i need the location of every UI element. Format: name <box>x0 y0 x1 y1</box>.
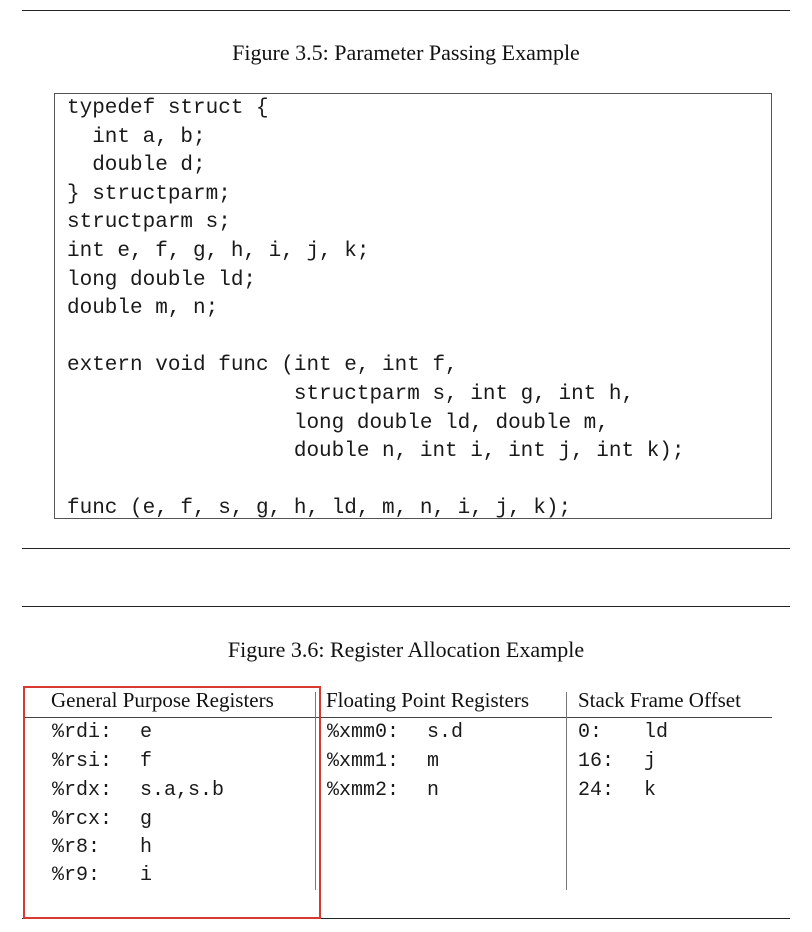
code-line: double m, n; <box>67 297 219 321</box>
gpr-val: g <box>140 808 153 831</box>
stack-val: ld <box>644 721 669 744</box>
gpr-reg: %rdx: <box>52 779 113 802</box>
stack-offset: 0: <box>578 721 603 744</box>
gpr-reg: %r8: <box>52 836 101 859</box>
code-line: int a, b; <box>67 125 206 149</box>
code-line: structparm s, int g, int h, <box>67 382 635 406</box>
code-block <box>67 95 685 524</box>
code-line: extern void func (int e, int f, <box>67 354 458 378</box>
column-divider-2 <box>566 692 567 890</box>
gpr-val: e <box>140 721 153 744</box>
gpr-reg: %r9: <box>52 864 101 887</box>
code-line <box>67 324 685 353</box>
code-line: double n, int i, int j, int k); <box>67 440 685 464</box>
code-line <box>67 467 685 496</box>
gpr-val: f <box>140 750 153 773</box>
figure-3-5-caption: Figure 3.5: Parameter Passing Example <box>232 40 580 65</box>
gpr-reg: %rdi: <box>52 721 113 744</box>
gpr-val: s.a,s.b <box>140 779 225 802</box>
fpr-header: Floating Point Registers <box>326 688 530 712</box>
code-line: long double ld; <box>67 268 257 292</box>
stack-val: k <box>644 779 657 802</box>
gpr-header: General Purpose Registers <box>51 688 274 712</box>
figure-3-5-bottom-rule <box>22 548 790 549</box>
stack-offset: 24: <box>578 779 615 802</box>
fpr-reg: %xmm1: <box>327 750 400 773</box>
gpr-highlight-box <box>23 686 321 919</box>
code-line: int e, f, g, h, i, j, k; <box>67 239 370 263</box>
stack-val: j <box>644 750 657 773</box>
gpr-val: h <box>140 836 153 859</box>
gpr-reg: %rcx: <box>52 808 113 831</box>
fpr-reg: %xmm2: <box>327 779 400 802</box>
fpr-reg: %xmm0: <box>327 721 400 744</box>
code-line: double d; <box>67 154 206 178</box>
top-rule <box>22 10 790 11</box>
code-line: structparm s; <box>67 211 231 235</box>
fpr-val: s.d <box>427 721 464 744</box>
code-line: } structparm; <box>67 182 231 206</box>
gpr-val: i <box>140 864 153 887</box>
code-listing <box>54 93 772 519</box>
fpr-val: m <box>427 750 440 773</box>
code-line: typedef struct { <box>67 97 269 120</box>
stack-header: Stack Frame Offset <box>578 688 741 712</box>
code-line: long double ld, double m, <box>67 411 609 435</box>
code-line: func (e, f, s, g, h, ld, m, n, i, j, k); <box>67 497 572 521</box>
figure-3-6-caption: Figure 3.6: Register Allocation Example <box>227 637 585 662</box>
stack-offset: 16: <box>578 750 615 773</box>
figure-3-6-top-rule <box>22 606 790 607</box>
fpr-val: n <box>427 779 440 802</box>
gpr-reg: %rsi: <box>52 750 113 773</box>
